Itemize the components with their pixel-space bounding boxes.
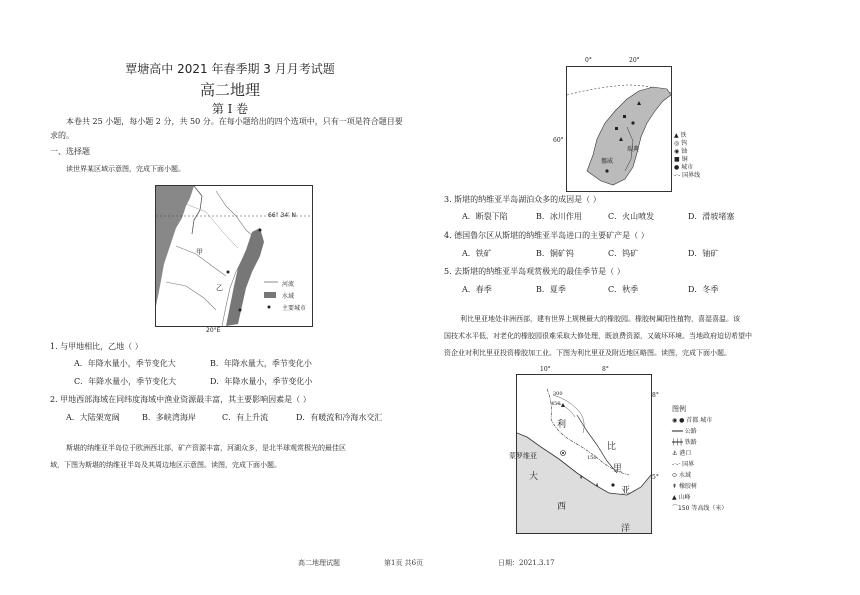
- q4-option-c[interactable]: C．钨矿: [608, 249, 639, 258]
- q1-option-a[interactable]: A．年降水量小，季节变化大: [74, 359, 176, 368]
- map-2-legend: [674, 132, 700, 180]
- q1-stem: 1. 与甲地相比，乙地（ ）: [50, 342, 143, 351]
- map-3-lon-10: 10°: [540, 366, 551, 373]
- exam-title: 覃塘高中 2021 年春季期 3 月月考试题: [125, 62, 335, 76]
- map-1-lat-label: 66° 34′ N: [268, 212, 296, 219]
- map-2-lat-60: 60°: [553, 137, 564, 144]
- intro-2-line-2: 域，下图为斯堪的纳维亚半岛及其周边地区示意图。读图，完成下面小题。: [50, 461, 281, 469]
- q2-option-a[interactable]: A．大陆架宽阔: [66, 413, 120, 422]
- legend-peak: ▲ 山峰: [672, 494, 691, 501]
- map-scandinavia: [553, 57, 672, 192]
- svg-text:⇞: ⇞: [579, 475, 584, 481]
- subject-title: 高二地理: [199, 81, 260, 99]
- q1-option-d[interactable]: D．年降水量小，季节变化小: [210, 377, 313, 386]
- label-ya: 亚: [621, 486, 631, 496]
- q5-option-c[interactable]: C．秋季: [608, 285, 639, 294]
- q3-stem: 3. 斯堪的纳维亚半岛湖泊众多的成因是（ ）: [444, 195, 601, 204]
- label-yang: 洋: [621, 524, 631, 534]
- legend-rail: ┿┿┿ 铁路: [672, 439, 697, 446]
- map-3-svg: [517, 375, 651, 533]
- scandinavia-landmass: [587, 87, 671, 185]
- q3-option-b[interactable]: B．冰川作用: [536, 212, 582, 221]
- map-2-svg: [567, 67, 671, 191]
- map-2-legend-city: ● 城市: [674, 164, 694, 171]
- label-li: 利: [557, 420, 567, 430]
- q4-option-d[interactable]: D．铀矿: [688, 249, 719, 258]
- label-da: 大: [529, 472, 539, 482]
- q5-option-b[interactable]: B．夏季: [536, 285, 566, 294]
- q4-option-b[interactable]: B．铜矿钨: [536, 249, 574, 258]
- q2-option-d[interactable]: D．有暖流和冷海水交汇: [296, 413, 383, 422]
- label-monrovia: 蒙罗维亚: [509, 452, 537, 460]
- q4-option-a[interactable]: A．铁矿: [462, 249, 492, 258]
- contour-300: 300: [553, 391, 563, 397]
- q4-stem: 4. 德国鲁尔区从斯堪的纳维亚半岛进口的主要矿产是（ ）: [444, 231, 649, 240]
- label-li2: 里: [613, 464, 623, 474]
- contour-150: 150: [587, 455, 597, 461]
- footer-subject: 高二地理试题: [298, 559, 340, 567]
- svg-text:⇞: ⇞: [595, 483, 600, 489]
- q1-option-b[interactable]: B．年降水量大，季节变化小: [210, 359, 312, 368]
- map-1-legend-river: 河流: [282, 281, 295, 288]
- label-jia: 甲: [196, 248, 203, 256]
- label-yi: 乙: [216, 284, 223, 292]
- map-3-lat-5: 5°: [652, 474, 659, 481]
- q1-option-c[interactable]: C．年降水量小，季节变化大: [74, 377, 177, 386]
- intro-3-line-2: 国技术水平低，对老化的橡胶园很难采取大修处理，既浪费资源，又破坏环境。当地政府迫切希望中: [444, 332, 752, 340]
- q2-option-c[interactable]: C．有上升流: [222, 413, 269, 422]
- legend-capital: ◉ ● 首都 城市: [672, 417, 713, 424]
- legend-water: ⬭ 水域: [672, 472, 692, 479]
- legend-road: ═══ 公路: [672, 428, 697, 435]
- map-2-legend-border: -·- 国界线: [674, 172, 701, 179]
- footer-date: 日期：2021.3.17: [498, 559, 555, 567]
- map-2-lon-0: 0°: [585, 57, 592, 64]
- q3-option-c[interactable]: C．火山喷发: [608, 212, 655, 221]
- q5-stem: 5. 去斯堪的纳维亚半岛观赏极光的最佳季节是（ ）: [444, 267, 625, 276]
- q3-option-d[interactable]: D．滑坡堵塞: [688, 212, 735, 221]
- map-3-legend: [672, 404, 727, 514]
- map-2-legend-tungsten: ◎ 钨: [674, 140, 688, 147]
- map-3-lon-8: 8°: [602, 366, 609, 373]
- intro-2-line-1: 斯堪的纳维亚半岛位于欧洲西北部，矿产资源丰富，河湖众多，是北半球观赏极光的最佳区: [66, 444, 346, 452]
- map-2-legend-uranium: ◉ 铀: [674, 148, 688, 155]
- section-heading: 一、选择题: [50, 147, 90, 156]
- map-2-legend-copper: ■ 铜: [674, 156, 688, 163]
- q2-stem: 2. 甲地西部海域在同纬度海域中渔业资源最丰富，其主要影响因素是（ ）: [50, 395, 311, 404]
- map-northern-europe: [155, 185, 313, 327]
- intro-3-line-1: 利比里亚地处非洲西部，建有世界上规模最大的橡胶园。橡胶树属阳性植物，喜湿喜温。该: [460, 315, 740, 323]
- legend-contour: ⌒150 等高线（米）: [672, 505, 728, 512]
- instructions-line-1: 本卷共 25 小题，每小题 2 分，共 50 分。在每小题给出的四个选项中，只有一项是符合题目要: [66, 117, 403, 126]
- instructions-line-2: 求的。: [50, 131, 74, 140]
- label-bi: 比: [607, 442, 617, 452]
- map-1-lon-label: 20°E: [206, 327, 221, 334]
- label-norway: 挪威: [601, 158, 614, 165]
- q2-option-b[interactable]: B．多峡湾海岸: [142, 413, 196, 422]
- label-xi: 西: [557, 502, 567, 512]
- map-liberia: [509, 374, 652, 534]
- q5-option-d[interactable]: D．冬季: [688, 285, 719, 294]
- map-3-legend-title: 图例: [672, 405, 686, 413]
- map-1-legend-city: 主要城市: [282, 305, 307, 312]
- map-3-lat-8: 8°: [652, 392, 659, 399]
- q5-option-a[interactable]: A．春季: [462, 285, 492, 294]
- intro-3-line-3: 资企业对利比里亚投资橡胶加工业。下图为利比里亚及附近地区略图。读图，完成下面小题。: [444, 349, 731, 357]
- legend-rubber: ⇞ 橡胶树: [672, 483, 697, 490]
- intro-1: 读世界某区域示意图，完成下面小题。: [66, 165, 185, 173]
- footer-page: 第1页 共6页: [384, 559, 424, 567]
- label-sweden: 瑞典: [627, 146, 640, 153]
- legend-border: -·-· 国界: [672, 461, 695, 468]
- map-2-legend-iron: ▲ 铁: [674, 132, 687, 139]
- contour-450: 450: [551, 401, 561, 407]
- map-2-lon-20: 20°: [629, 57, 640, 64]
- legend-port: ⚓ 港口: [672, 450, 692, 457]
- q3-option-a[interactable]: A．断裂下陷: [462, 212, 508, 221]
- map-1-legend-water: 水域: [282, 293, 295, 300]
- volume-label: 第 I 卷: [211, 102, 249, 116]
